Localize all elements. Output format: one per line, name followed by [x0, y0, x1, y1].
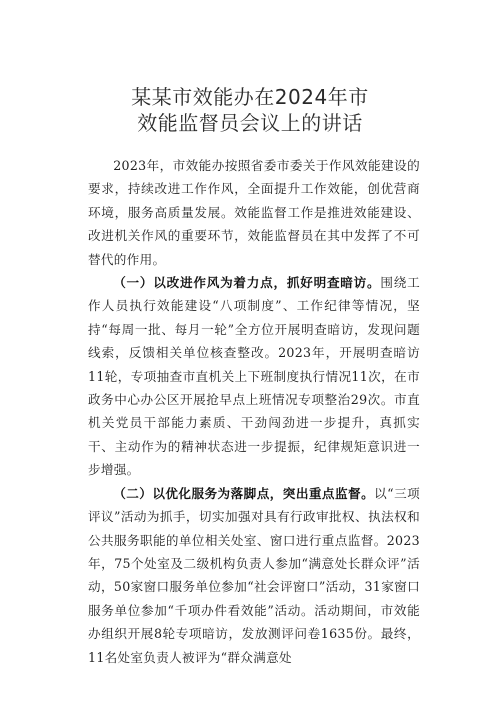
section-1-heading: （一）以改进作风为着力点，抓好明查暗访。: [113, 275, 381, 291]
section-1-text: 围绕工作人员执行效能建设“八项制度”、工作纪律等情况，坚持“每周一批、每月一轮”全方位开展明查暗访，发现问题线索，反馈相关单位核查整改。2023年，开展明查暗访11轮，专项抽查市直机关上下班制度执行情况11次，在市政务中心办公区开展抢早点上班情况专项整治29次。市直机关党员干部能力素质、干劲闯劲进一步提升，真抓实干、主动作为的精神状态进一步提振，纪律规矩意识进一步增强。: [88, 275, 421, 478]
section-2-text: 以“三项评议”活动为抓手，切实加强对具有行政审批权、执法权和公共服务职能的单位相关处室、窗口进行重点监督。2023年，75个处室及二级机构负责人参加“满意处长群众评”活动，50家窗口服务单位参加“社会评窗口”活动，31家窗口服务单位参加“千项办件看效能”活动。活动期间，市效能办组织开展8轮专项暗访，发放测评问卷1635份。最终，11名处室负责人被评为“群众满意处: [88, 485, 421, 665]
document-body: [88, 154, 420, 669]
paragraph-intro: [88, 154, 420, 271]
section-2-heading: （二）以优化服务为落脚点，突出重点监督。: [113, 485, 375, 501]
title-line-2: 效能监督员会议上的讲话: [137, 111, 363, 135]
paragraph-section-2: [88, 482, 420, 669]
paragraph-section-1: [88, 271, 420, 482]
paragraph-text: 2023年，市效能办按照省委市委关于作风效能建设的要求，持续改进工作作风，全面提升工作效能，创优营商环境，服务高质量发展。效能监督工作是推进效能建设、改进机关作风的重要环节，效能监督员在其中发挥了不可替代的作用。: [88, 158, 420, 267]
title-line-1: 某某市效能办在2024年市: [131, 85, 369, 109]
document-title: [0, 84, 500, 136]
